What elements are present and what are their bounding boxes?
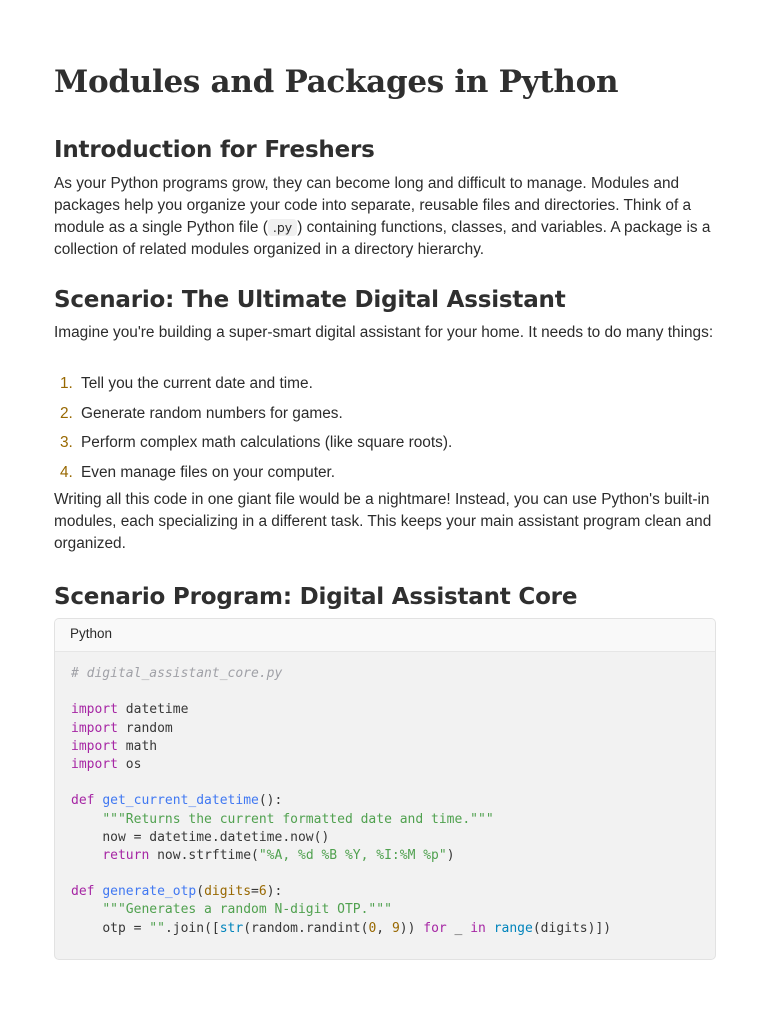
code-keyword: in: [470, 920, 486, 936]
intro-text-start: As your Python programs grow, they can become long and difficult to manage. Modules and packages help you organize your code into separate, reusable files and directories. Think of a module as a single Python file (: [54, 175, 692, 236]
list-number: 3.: [60, 434, 73, 451]
code-text: os: [117, 756, 142, 772]
code-line: [71, 756, 699, 774]
code-line: [71, 865, 699, 883]
code-number: 6: [258, 884, 267, 900]
page-title: Modules and Packages in Python: [54, 64, 619, 100]
scenario-lead: Imagine you're building a super-smart digital assistant for your home. It needs to do many things:: [54, 324, 714, 341]
list-text: Tell you the current date and time.: [81, 375, 313, 392]
code-string: "%A, %d %B %Y, %I:%M %p": [258, 847, 447, 863]
code-number: 0: [368, 920, 377, 936]
scenario-heading: Scenario: The Ultimate Digital Assistant: [54, 287, 566, 313]
code-text: random: [117, 720, 173, 736]
code-line: [71, 901, 699, 919]
code-function-name: generate_otp: [102, 884, 197, 900]
code-text: otp =: [102, 920, 150, 936]
code-builtin: str: [219, 920, 244, 936]
code-text: )): [399, 920, 424, 936]
list-text: Even manage files on your computer.: [81, 463, 336, 481]
code-text: now.strftime(: [149, 847, 259, 863]
code-number: 9: [391, 920, 400, 936]
code-text: .join([: [164, 920, 220, 936]
code-line: [71, 847, 699, 865]
scenario-list: [54, 373, 715, 491]
list-item: [54, 373, 715, 403]
code-block: [54, 618, 716, 960]
code-text: [486, 921, 494, 936]
code-keyword: import: [71, 702, 118, 718]
program-heading: Scenario Program: Digital Assistant Core: [54, 584, 578, 610]
code-line: [71, 701, 699, 719]
code-keyword: import: [71, 738, 118, 754]
code-line: [71, 683, 699, 701]
code-function-name: get_current_datetime: [102, 793, 259, 809]
code-builtin: range: [493, 920, 533, 936]
code-line: [71, 883, 699, 901]
list-item: [54, 403, 715, 433]
code-text: (: [196, 884, 205, 900]
list-text: Perform complex math calculations (like square roots).: [81, 434, 453, 451]
list-item: [54, 432, 715, 462]
code-keyword: import: [71, 720, 118, 736]
code-keyword: import: [71, 756, 118, 772]
code-text: _: [446, 920, 471, 936]
code-text: ): [446, 847, 455, 863]
inline-code-py: .py: [268, 219, 297, 236]
code-keyword: for: [423, 920, 447, 936]
code-comment: # digital_assistant_core.py: [71, 666, 283, 681]
code-keyword: def: [71, 884, 95, 900]
code-line: [71, 738, 699, 756]
code-text: now = datetime.datetime.now(): [102, 829, 330, 845]
code-string: "": [149, 920, 165, 936]
code-text: datetime: [117, 702, 189, 718]
code-text: (random.randint(: [243, 920, 369, 936]
list-number: 1.: [60, 375, 73, 392]
code-string: """Returns the current formatted date and time.""": [102, 811, 494, 827]
code-text: ,: [376, 920, 392, 936]
list-text: Generate random numbers for games.: [81, 404, 343, 422]
code-text: ):: [266, 884, 283, 900]
list-item: [54, 462, 715, 492]
code-line: [71, 811, 699, 829]
list-number: 2.: [60, 404, 73, 422]
list-number: 4.: [60, 463, 73, 481]
code-language-label: Python: [55, 619, 715, 652]
intro-heading: Introduction for Freshers: [54, 137, 375, 163]
intro-paragraph: [54, 173, 715, 261]
code-line: [71, 792, 699, 810]
intro-text-end: ) containing functions, classes, and variables. A package is a collection of related modules organized in a directory hierarchy.: [54, 219, 711, 258]
code-string: """Generates a random N-digit OTP.""": [102, 902, 392, 918]
code-param: digits: [204, 884, 252, 900]
code-line: [71, 774, 699, 792]
code-line: [71, 720, 699, 738]
code-line: [71, 920, 699, 938]
code-text: (digits)]): [532, 920, 612, 936]
code-keyword: def: [71, 793, 95, 809]
code-line: [71, 829, 699, 847]
code-line: [71, 665, 699, 683]
code-text: ():: [258, 793, 283, 809]
scenario-closing: Writing all this code in one giant file would be a nightmare! Instead, you can use Python's built-in modules, each specializing in a different task. This keeps your main assistant program clean and organized.: [54, 491, 712, 552]
code-text: math: [117, 738, 158, 754]
code-content[interactable]: [55, 652, 715, 938]
code-text: =: [251, 884, 259, 900]
code-keyword: return: [102, 847, 150, 863]
